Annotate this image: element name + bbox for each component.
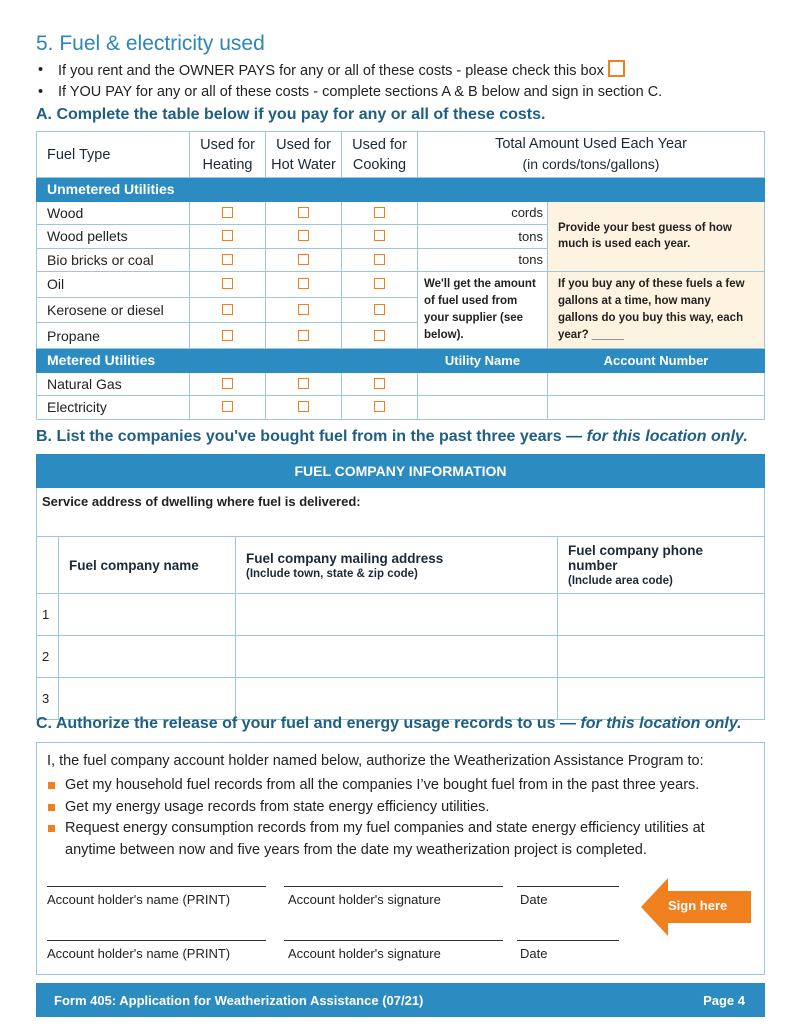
hot-water-checkbox[interactable] <box>298 254 309 265</box>
company-name-field[interactable] <box>59 636 236 678</box>
page-footer <box>36 983 765 1017</box>
fuel-name: Kerosene or diesel <box>37 297 190 323</box>
list-item: Get my household fuel records from all the companies I’ve bought fuel from in the past three years. <box>47 775 757 797</box>
mailing-address-field[interactable] <box>236 678 558 720</box>
fuel-company-table <box>36 454 765 720</box>
heating-checkbox[interactable] <box>222 254 233 265</box>
sign-here-label: Sign here <box>668 898 728 913</box>
col-utility-name: Utility Name <box>418 349 548 373</box>
row-number: 2 <box>37 636 59 678</box>
list-item: Request energy consumption records from my fuel companies and state energy efficiency utilities at anytime between now and five years from the date my weatherization project is completed. <box>47 818 757 861</box>
fuel-name: Propane <box>37 323 190 349</box>
fuel-name: Natural Gas <box>37 372 190 396</box>
bullet-owner-pays: • If you rent and the OWNER PAYS for any or all of these costs - please check this box <box>36 60 662 82</box>
cooking-checkbox[interactable] <box>374 378 385 389</box>
date-label: Date <box>520 946 548 961</box>
cooking-checkbox[interactable] <box>374 207 385 218</box>
fuel-name: Bio bricks or coal <box>37 248 190 272</box>
fuel-usage-table <box>36 131 765 420</box>
phone-field[interactable] <box>558 594 765 636</box>
name-line-1[interactable] <box>47 886 266 887</box>
name-line-2[interactable] <box>47 940 266 941</box>
col-hot-water: Used for Hot Water <box>266 132 342 178</box>
metered-band: Metered Utilities <box>37 349 418 373</box>
phone-field[interactable] <box>558 636 765 678</box>
utility-name-field[interactable] <box>418 396 548 420</box>
heating-checkbox[interactable] <box>222 330 233 341</box>
table-row <box>37 372 765 396</box>
date-label: Date <box>520 892 548 907</box>
section-a-heading: A. Complete the table below if you pay for any or all of these costs. <box>36 106 546 123</box>
section-c-heading: C. Authorize the release of your fuel and energy usage records to us — for this location only. <box>36 715 742 732</box>
heating-checkbox[interactable] <box>222 378 233 389</box>
name-label: Account holder's name (PRINT) <box>47 946 231 961</box>
hot-water-checkbox[interactable] <box>298 207 309 218</box>
col-heating: Used for Heating <box>190 132 266 178</box>
hot-water-checkbox[interactable] <box>298 401 309 412</box>
signature-label: Account holder's signature <box>288 946 441 961</box>
list-item: Get my energy usage records from state energy efficiency utilities. <box>47 797 757 819</box>
heating-checkbox[interactable] <box>222 207 233 218</box>
instructions <box>36 60 662 103</box>
table-row <box>37 396 765 420</box>
authorization-list <box>47 775 757 861</box>
row-number: 3 <box>37 678 59 720</box>
col-total: Total Amount Used Each Year (in cords/tons/gallons) <box>418 132 765 178</box>
hot-water-checkbox[interactable] <box>298 378 309 389</box>
page-title: 5. Fuel & electricity used <box>36 32 265 55</box>
col-account-number: Account Number <box>548 349 765 373</box>
hot-water-checkbox[interactable] <box>298 304 309 315</box>
company-name-field[interactable] <box>59 678 236 720</box>
cooking-checkbox[interactable] <box>374 278 385 289</box>
owner-pays-checkbox[interactable] <box>608 60 625 77</box>
cooking-checkbox[interactable] <box>374 330 385 341</box>
fuel-name: Wood <box>37 201 190 225</box>
cooking-checkbox[interactable] <box>374 254 385 265</box>
cooking-checkbox[interactable] <box>374 230 385 241</box>
page-number: Page 4 <box>703 993 745 1008</box>
table-row <box>37 678 765 720</box>
amount-field[interactable]: cords <box>418 201 548 225</box>
authorization-intro: I, the fuel company account holder named below, authorize the Weatherization Assistance Program to: <box>47 753 704 769</box>
utility-name-field[interactable] <box>418 372 548 396</box>
signature-label: Account holder's signature <box>288 892 441 907</box>
col-phone: Fuel company phone number (Include area code) <box>558 537 765 594</box>
fuel-name: Wood pellets <box>37 225 190 249</box>
supplier-note: We'll get the amount of fuel used from your supplier (see below). <box>418 272 548 349</box>
form-name: Form 405: Application for Weatherization Assistance (07/21) <box>54 993 424 1008</box>
account-number-field[interactable] <box>548 396 765 420</box>
fuel-name: Electricity <box>37 396 190 420</box>
table-row <box>37 636 765 678</box>
heating-checkbox[interactable] <box>222 278 233 289</box>
mailing-address-field[interactable] <box>236 636 558 678</box>
service-address-field[interactable]: Service address of dwelling where fuel is delivered: <box>37 488 765 537</box>
company-name-field[interactable] <box>59 594 236 636</box>
date-line-1[interactable] <box>517 886 619 887</box>
col-cooking: Used for Cooking <box>342 132 418 178</box>
gallons-note: If you buy any of these fuels a few gallons at a time, how many gallons do you buy this way, each year? _____ <box>548 272 765 349</box>
fuel-name: Oil <box>37 272 190 298</box>
amount-field[interactable]: tons <box>418 225 548 249</box>
fuel-company-bar: FUEL COMPANY INFORMATION <box>37 455 765 488</box>
col-mailing-address: Fuel company mailing address (Include town, state & zip code) <box>236 537 558 594</box>
col-fuel-type: Fuel Type <box>37 132 190 178</box>
hot-water-checkbox[interactable] <box>298 278 309 289</box>
cooking-checkbox[interactable] <box>374 304 385 315</box>
date-line-2[interactable] <box>517 940 619 941</box>
heating-checkbox[interactable] <box>222 230 233 241</box>
table-row <box>37 201 765 225</box>
account-number-field[interactable] <box>548 372 765 396</box>
amount-field[interactable]: tons <box>418 248 548 272</box>
table-row <box>37 272 765 298</box>
row-number: 1 <box>37 594 59 636</box>
heating-checkbox[interactable] <box>222 304 233 315</box>
guess-note: Provide your best guess of how much is used each year. <box>548 201 765 272</box>
table-row <box>37 594 765 636</box>
name-label: Account holder's name (PRINT) <box>47 892 231 907</box>
col-company-name: Fuel company name <box>59 537 236 594</box>
mailing-address-field[interactable] <box>236 594 558 636</box>
signature-line-1[interactable] <box>284 886 503 887</box>
phone-field[interactable] <box>558 678 765 720</box>
cooking-checkbox[interactable] <box>374 401 385 412</box>
bullet-you-pay: • If YOU PAY for any or all of these costs - complete sections A & B below and sign in section C. <box>36 82 662 103</box>
hot-water-checkbox[interactable] <box>298 330 309 341</box>
unmetered-band: Unmetered Utilities <box>37 178 765 202</box>
hot-water-checkbox[interactable] <box>298 230 309 241</box>
signature-line-2[interactable] <box>284 940 503 941</box>
section-b-heading: B. List the companies you've bought fuel from in the past three years — for this location only. <box>36 428 748 445</box>
heating-checkbox[interactable] <box>222 401 233 412</box>
